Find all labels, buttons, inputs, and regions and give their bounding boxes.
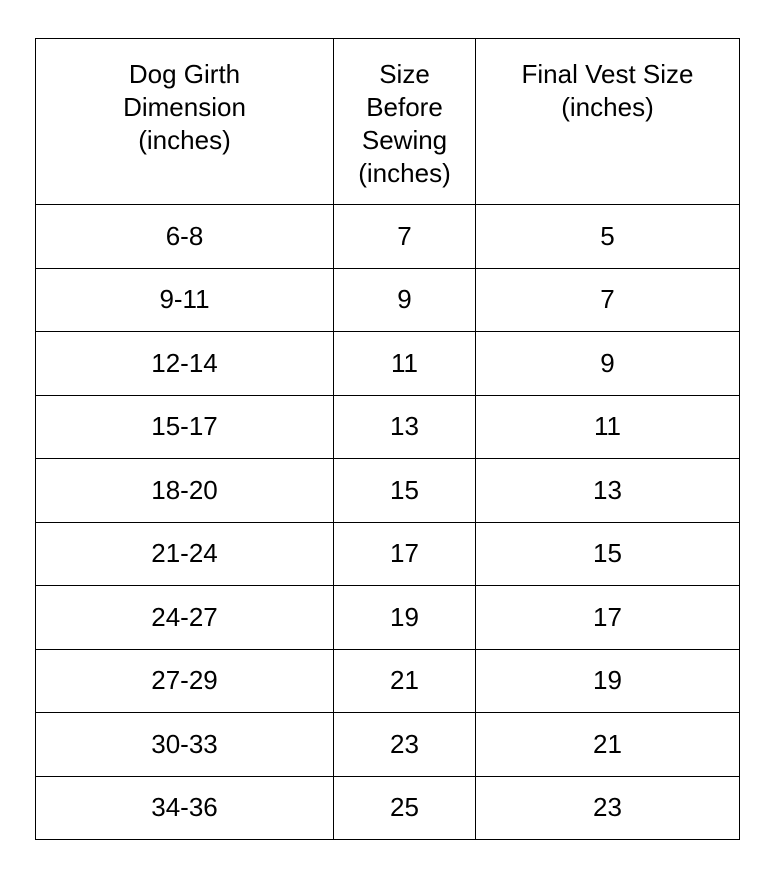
- header-size-before-sewing-label: Size Before Sewing (inches): [358, 59, 451, 188]
- table-row: [36, 268, 740, 332]
- before-sewing-cell: 7: [334, 205, 476, 269]
- before-sewing-cell: 25: [334, 776, 476, 840]
- final-size-cell: 19: [476, 649, 740, 713]
- before-sewing-cell: 21: [334, 649, 476, 713]
- final-size-cell: 5: [476, 205, 740, 269]
- before-sewing-cell: 17: [334, 522, 476, 586]
- header-dog-girth-label: Dog Girth Dimension (inches): [123, 59, 246, 155]
- final-size-cell: 17: [476, 586, 740, 650]
- girth-cell: 30-33: [36, 713, 334, 777]
- table-row: [36, 395, 740, 459]
- final-size-cell: 15: [476, 522, 740, 586]
- girth-cell: 6-8: [36, 205, 334, 269]
- header-dog-girth: [36, 39, 334, 205]
- before-sewing-cell: 23: [334, 713, 476, 777]
- before-sewing-cell: 13: [334, 395, 476, 459]
- table-row: [36, 459, 740, 523]
- girth-cell: 24-27: [36, 586, 334, 650]
- final-size-cell: 23: [476, 776, 740, 840]
- table-header-row: [36, 39, 740, 205]
- girth-cell: 9-11: [36, 268, 334, 332]
- before-sewing-cell: 11: [334, 332, 476, 396]
- final-size-cell: 7: [476, 268, 740, 332]
- girth-cell: 27-29: [36, 649, 334, 713]
- header-size-before-sewing: [334, 39, 476, 205]
- table-row: [36, 776, 740, 840]
- final-size-cell: 11: [476, 395, 740, 459]
- table-row: [36, 649, 740, 713]
- table-row: [36, 586, 740, 650]
- final-size-cell: 21: [476, 713, 740, 777]
- table-row: [36, 522, 740, 586]
- header-final-vest-size: [476, 39, 740, 205]
- girth-cell: 18-20: [36, 459, 334, 523]
- before-sewing-cell: 19: [334, 586, 476, 650]
- before-sewing-cell: 15: [334, 459, 476, 523]
- before-sewing-cell: 9: [334, 268, 476, 332]
- girth-cell: 21-24: [36, 522, 334, 586]
- girth-cell: 12-14: [36, 332, 334, 396]
- table-row: [36, 205, 740, 269]
- table-row: [36, 713, 740, 777]
- final-size-cell: 13: [476, 459, 740, 523]
- girth-cell: 15-17: [36, 395, 334, 459]
- header-final-vest-size-label: Final Vest Size (inches): [521, 59, 694, 122]
- dog-vest-size-table: [35, 38, 740, 840]
- final-size-cell: 9: [476, 332, 740, 396]
- girth-cell: 34-36: [36, 776, 334, 840]
- table-row: [36, 332, 740, 396]
